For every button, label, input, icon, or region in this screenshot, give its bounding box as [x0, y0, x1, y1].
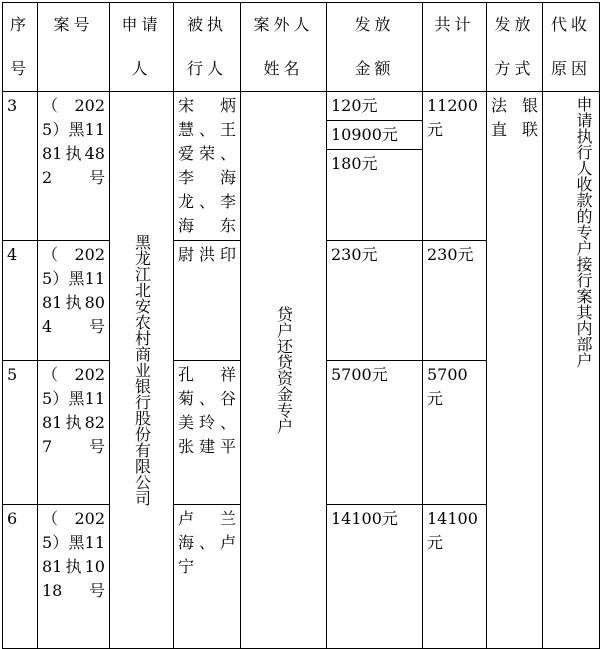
- cell-total: 14100元: [423, 505, 487, 649]
- cell-seq: 5: [3, 361, 38, 505]
- cell-executed: 尉洪印: [174, 241, 241, 361]
- header-seq: 序 号: [3, 3, 38, 92]
- cell-outsider-merged: 贷户还贷资金专户: [241, 92, 327, 649]
- cell-amount: 5700元: [327, 361, 423, 505]
- cell-amount: 230元: [327, 241, 423, 361]
- table-row: [3, 92, 600, 241]
- cell-reason-merged: 申请执行人收款的专户接行案其内部户: [543, 92, 600, 649]
- cell-amount-group: [327, 92, 423, 241]
- header-reason: 代收 原因: [543, 3, 600, 92]
- amount-line: 180元: [331, 154, 378, 173]
- cell-executed: 宋炳慧、王爱荣、李海龙、李海东: [174, 92, 241, 241]
- header-case-no: 案号: [38, 3, 110, 92]
- header-method: 发放 方式: [487, 3, 543, 92]
- cell-executed: 卢兰海、卢宁: [174, 505, 241, 649]
- header-total: 共计: [423, 3, 487, 92]
- cell-seq: 4: [3, 241, 38, 361]
- cell-case-no: （2025）黑1181执1018号: [38, 505, 110, 649]
- cell-total: 5700元: [423, 361, 487, 505]
- amount-line: 10900元: [327, 121, 422, 150]
- cell-total: 11200元: [423, 92, 487, 241]
- disbursement-table: [2, 2, 600, 649]
- cell-executed: 孔祥菊、谷美玲、张建平: [174, 361, 241, 505]
- cell-amount: 14100元: [327, 505, 423, 649]
- header-outsider: 案外人 姓名: [241, 3, 327, 92]
- header-amount: 发放 金额: [327, 3, 423, 92]
- header-executed: 被执 行人: [174, 3, 241, 92]
- cell-seq: 6: [3, 505, 38, 649]
- cell-case-no: （2025）黑1181执827号: [38, 361, 110, 505]
- cell-total: 230元: [423, 241, 487, 361]
- amount-line: 120元: [327, 92, 422, 121]
- header-applicant: 申请 人: [110, 3, 174, 92]
- cell-case-no: （2025）黑1181执804号: [38, 241, 110, 361]
- header-row: [3, 3, 600, 92]
- cell-seq: 3: [3, 92, 38, 241]
- cell-case-no: （2025）黑1181执482号: [38, 92, 110, 241]
- cell-applicant-merged: 黑龙江北安农村商业银行股份有限公司: [110, 92, 174, 649]
- cell-method-merged: 法银直联: [487, 92, 543, 649]
